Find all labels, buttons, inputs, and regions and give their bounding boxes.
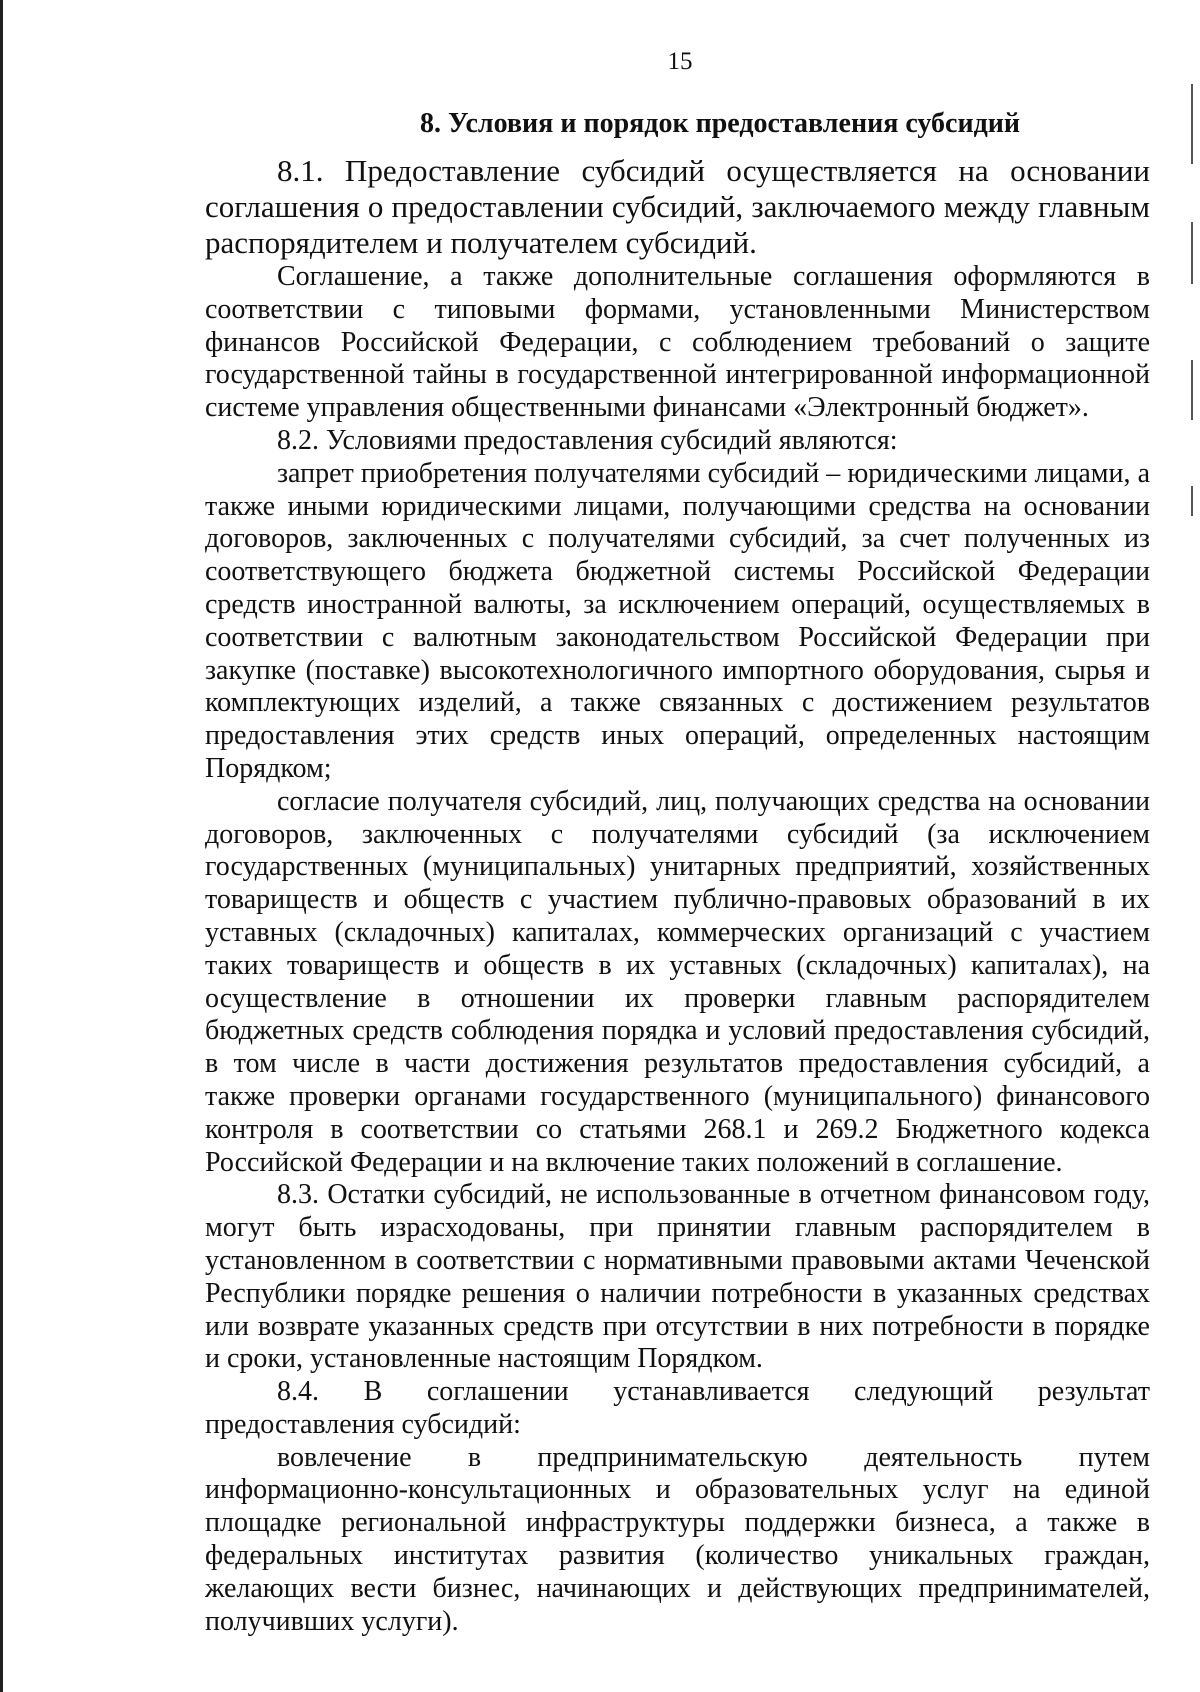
scan-edge-mark xyxy=(1191,222,1193,284)
paragraph-8-3: 8.3. Остатки субсидий, не использованные в отчетном финансовом году, могут быть израсходованы, при принятии главным распорядителем в установленном в соответствии с нормативными правовыми актами Чеченской Республики порядке решения о наличии потребности в указанных средствах или возврате указанных средств при отсутствии в них потребности в порядке и сроки, установленные настоящим Порядком. xyxy=(205,1179,1150,1375)
scan-edge-mark xyxy=(1191,360,1193,420)
paragraph-currency-ban: запрет приобретения получателями субсидий – юридическими лицами, а также иными юридическими лицами, получающими средства на основании договоров, заключенных с получателями субсидий, за счет полученных из соответствующего бюджета бюджетной системы Российской Федерации средств иностранной валюты, за исключением операций, осуществляемых в соответствии с валютным законодательством Российской Федерации при закупке (поставке) высокотехнологичного импортного оборудования, сырья и комплектующих изделий, а также связанных с достижением результатов предоставления этих средств иных операций, определенных настоящим Порядком; xyxy=(205,457,1150,784)
paragraph-agreement: Соглашение, а также дополнительные соглашения оформляются в соответствии с типовыми формами, установленными Министерством финансов Российской Федерации, с соблюдением требований о защите государственной тайны в государственной интегрированной информационной системе управления общественными финансами «Электронный бюджет». xyxy=(205,261,1150,424)
page-number: 15 xyxy=(667,48,693,75)
section-body xyxy=(205,153,1150,1638)
section-heading: 8. Условия и порядок предоставления субсидий xyxy=(419,108,1021,139)
scan-edge-mark xyxy=(1191,486,1193,516)
paragraph-8-4: 8.4. В соглашении устанавливается следующий результат предоставления субсидий: xyxy=(205,1376,1150,1440)
paragraph-8-1: 8.1. Предоставление субсидий осуществляется на основании соглашения о предоставлении субсидий, заключаемого между главным распорядителем и получателем субсидий. xyxy=(205,153,1150,260)
paragraph-result: вовлечение в предпринимательскую деятельность путем информационно-консультационных и образовательных услуг на единой площадке региональной инфраструктуры поддержки бизнеса, а также в федеральных институтах развития (количество уникальных граждан, желающих вести бизнес, начинающих и действующих предпринимателей, получивших услуги). xyxy=(205,1441,1150,1637)
paragraph-audit-consent: согласие получателя субсидий, лиц, получающих средства на основании договоров, заключенных с получателями субсидий (за исключением государственных (муниципальных) унитарных предприятий, хозяйственных товариществ и обществ с участием публично-правовых образований в их уставных (складочных) капиталах, коммерческих организаций с участием таких товариществ и обществ в их уставных (складочных) капиталах), на осуществление в отношении их проверки главным распорядителем бюджетных средств соблюдения порядка и условий предоставления субсидий, в том числе в части достижения результатов предоставления субсидий, а также проверки органами государственного (муниципального) финансового контроля в соответствии со статьями 268.1 и 269.2 Бюджетного кодекса Российской Федерации и на включение таких положений в соглашение. xyxy=(205,785,1150,1178)
scan-edge-mark xyxy=(1191,84,1193,164)
paragraph-8-2: 8.2. Условиями предоставления субсидий являются: xyxy=(277,424,898,456)
scan-left-edge xyxy=(0,0,3,1692)
